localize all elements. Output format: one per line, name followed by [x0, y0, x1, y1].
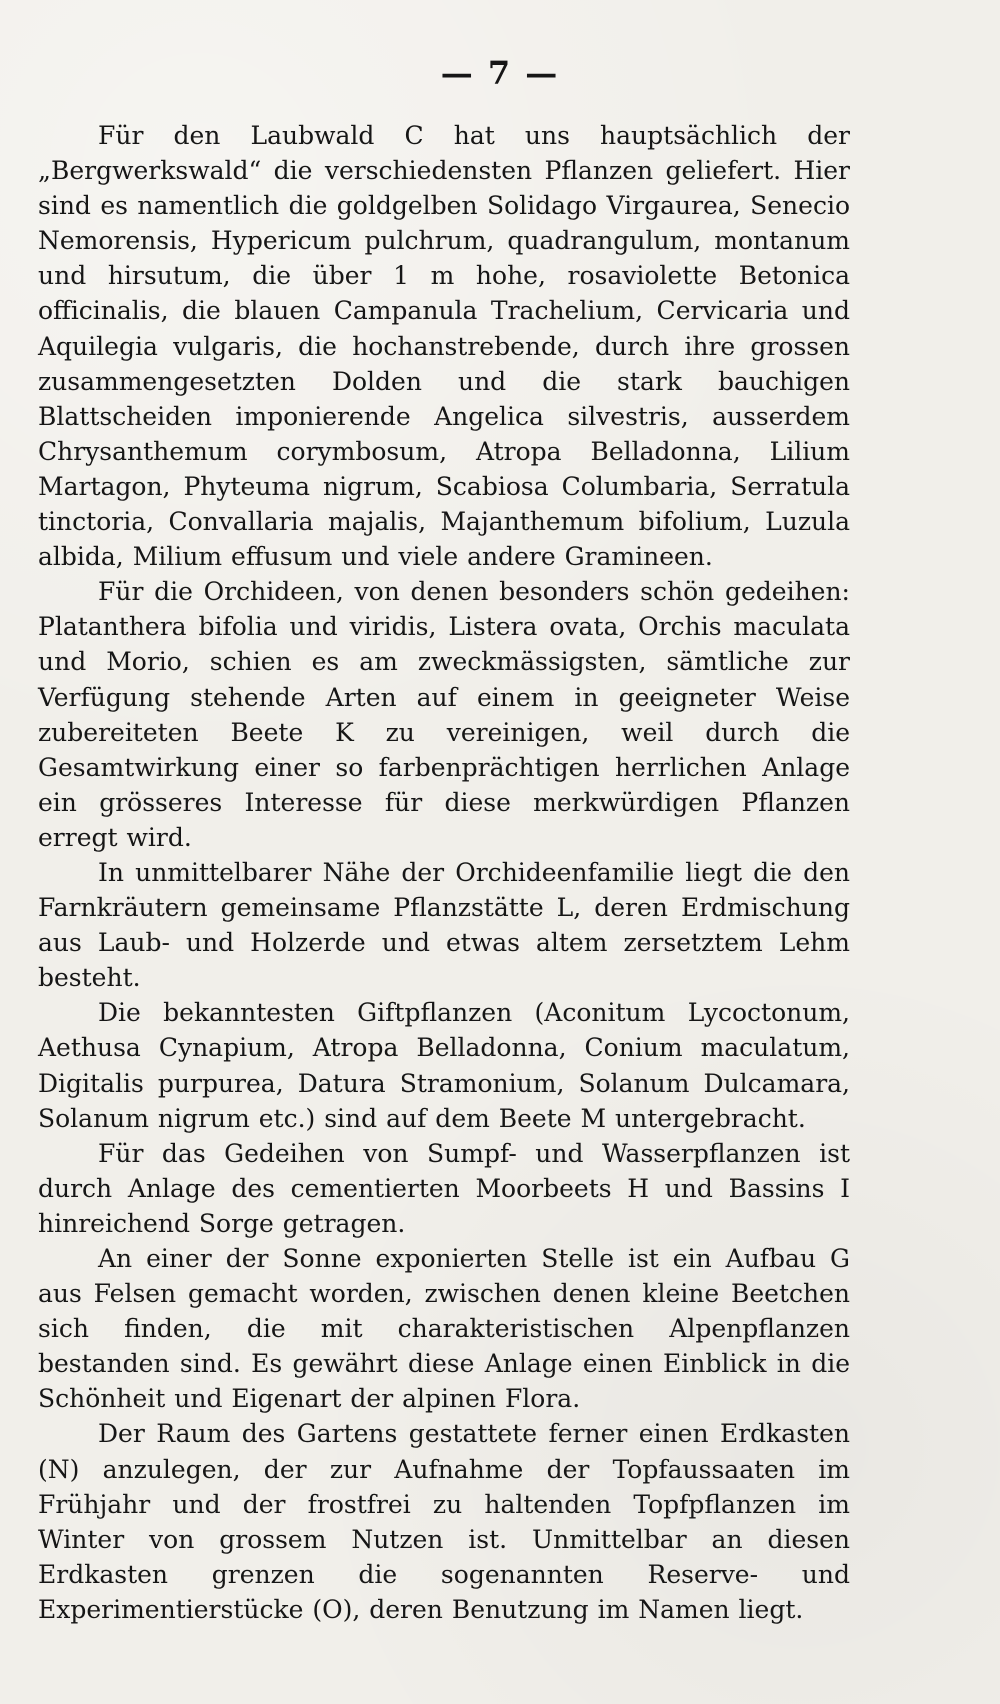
paragraph-alpenpflanzen: An einer der Sonne exponierten Stelle ist ein Aufbau G aus Felsen gemacht worden, zwischen denen kleine Beetchen sich finden, die mit charakteristischen Alpenpflanzen bestanden sind. Es gewährt diese Anlage einen Einblick in die Schönheit und Eigenart der alpinen Flora.: [38, 1244, 850, 1414]
page-number: — 7 —: [440, 54, 560, 92]
paragraph-laubwald: Für den Laubwald C hat uns hauptsächlich der „Bergwerkswald“ die verschiedensten Pflanzen geliefert. Hier sind es namentlich die goldgelben Solidago Virgaurea, Senecio Nemorensis, Hypericum pulchrum, quadrangulum, montanum und hirsutum, die über 1 m hohe, rosaviolette Betonica officinalis, die blauen Campanula Trachelium, Cervicaria und Aquilegia vulgaris, die hochanstrebende, durch ihre grossen zusammengesetzten Dolden und die stark bauchigen Blattscheiden imponierende Angelica silvestris, ausserdem Chrysanthemum corymbosum, Atropa Belladonna, Lilium Martagon, Phyteuma nigrum, Scabiosa Columbaria, Serratula tinctoria, Convallaria majalis, Majanthemum bifolium, Luzula albida, Milium effusum und viele andere Gramineen.: [38, 121, 850, 572]
paragraph-erdkasten: Der Raum des Gartens gestattete ferner einen Erdkasten (N) anzulegen, der zur Aufnahme der Topfaussaaten im Frühjahr und der frostfrei zu haltenden Topfpflanzen im Winter von grossem Nutzen ist. Unmittelbar an diesen Erdkasten grenzen die sogenannten Reserve- und Experimentierstücke (O), deren Benutzung im Namen liegt.: [38, 1419, 850, 1624]
paragraph-orchideen: Für die Orchideen, von denen besonders schön gedeihen: Platanthera bifolia und viridis, Listera ovata, Orchis maculata und Morio, schien es am zweckmässigsten, sämtliche zur Verfügung stehende Arten auf einem in geeigneter Weise zubereiteten Beete K zu vereinigen, weil durch die Gesamtwirkung einer so farbenprächtigen herrlichen Anlage ein grösseres Interesse für diese merkwürdigen Pflanzen erregt wird.: [38, 577, 850, 852]
body-text: [38, 118, 850, 1627]
paragraph-farnkraeuter: In unmittelbarer Nähe der Orchideenfamilie liegt die den Farnkräutern gemeinsame Pflanzstätte L, deren Erdmischung aus Laub- und Holzerde und etwas altem zersetztem Lehm besteht.: [38, 857, 850, 993]
paragraph-sumpf-wasserpflanzen: Für das Gedeihen von Sumpf- und Wasserpflanzen ist durch Anlage des cementierten Moorbeets H und Bassins I hinreichend Sorge getragen.: [38, 1138, 850, 1238]
paragraph-giftpflanzen: Die bekanntesten Giftpflanzen (Aconitum Lycoctonum, Aethusa Cynapium, Atropa Belladonna, Conium maculatum, Digitalis purpurea, Datura Stramonium, Solanum Dulcamara, Solanum nigrum etc.) sind auf dem Beete M untergebracht.: [38, 998, 850, 1133]
